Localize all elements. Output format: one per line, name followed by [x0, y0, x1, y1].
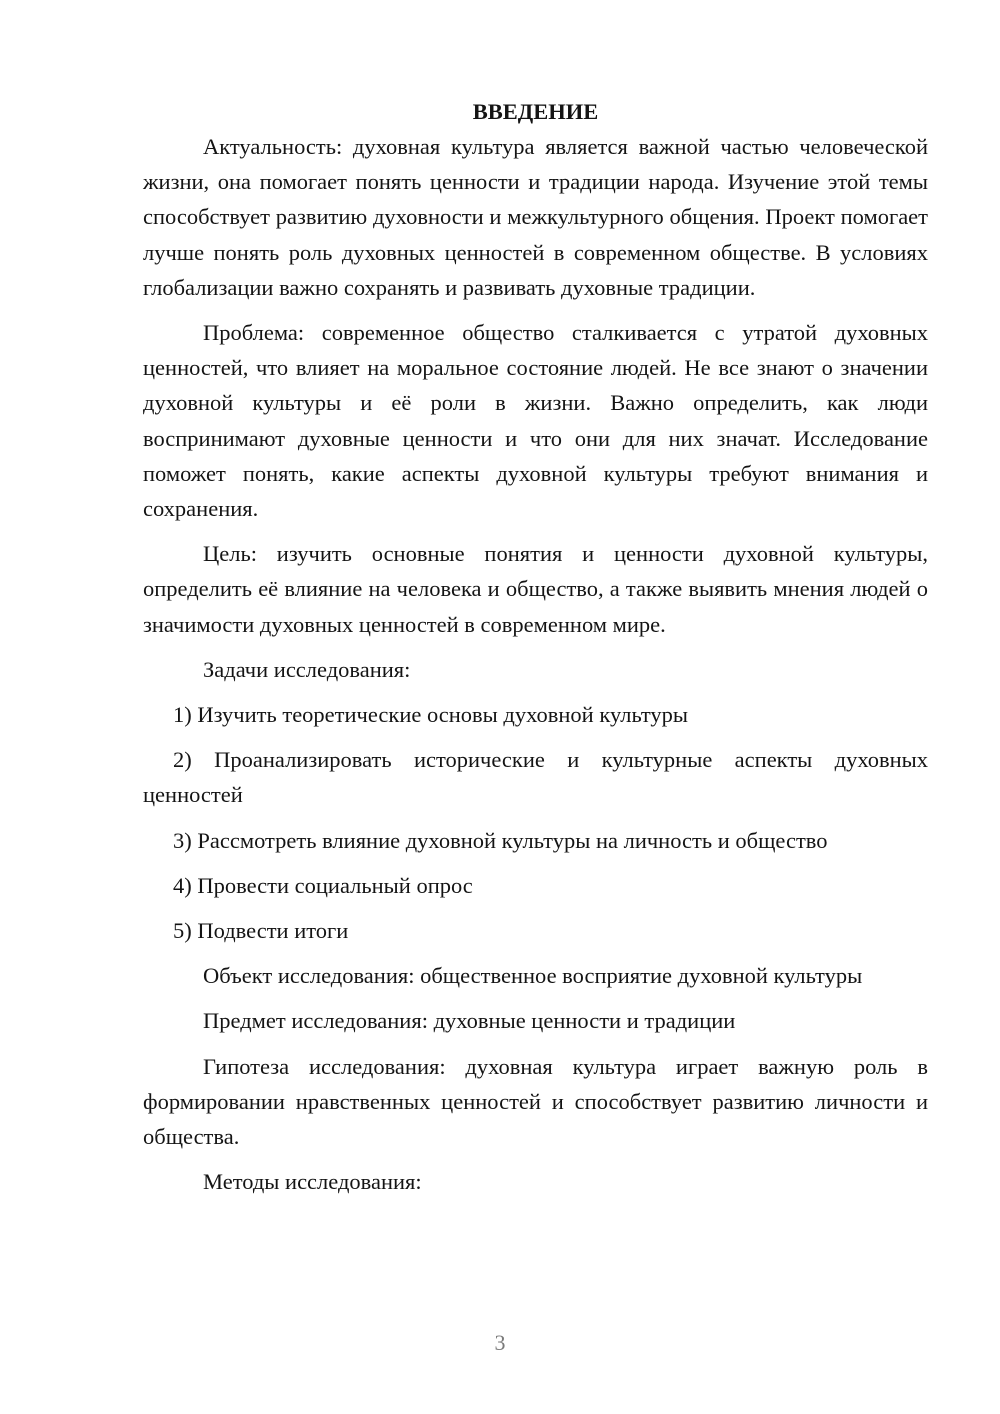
task-item-4: 4) Провести социальный опрос	[173, 872, 473, 898]
task-item-2: 2) Проанализировать исторические и культурные аспекты духовных ценностей	[143, 747, 928, 808]
paragraph-relevance: Актуальность: духовная культура является важной частью человеческой жизни, она помогает понять ценности и традиции народа. Изучение этой темы способствует развитию духовности и межкультурного общения. Проект помогает лучше понять роль духовных ценностей в современном обществе. В условиях глобализации важно сохранять и развивать духовные традиции.	[143, 134, 928, 300]
paragraph-subject: Предмет исследования: духовные ценности и традиции	[203, 1008, 736, 1034]
task-item-3: 3) Рассмотреть влияние духовной культуры на личность и общество	[173, 827, 828, 853]
task-item-1: 1) Изучить теоретические основы духовной культуры	[173, 702, 689, 728]
page-body	[143, 94, 928, 1209]
paragraph-hypothesis: Гипотеза исследования: духовная культура играет важную роль в формировании нравственных ценностей и способствует развитию личности и общества.	[143, 1053, 928, 1150]
tasks-heading: Задачи исследования:	[203, 656, 411, 682]
paragraph-problem: Проблема: современное общество сталкивается с утратой духовных ценностей, что влияет на моральное состояние людей. Не все знают о значении духовной культуры и её роли в жизни. Важно определить, как люди воспринимают духовные ценности и что они для них значат. Исследование поможет понять, какие аспекты духовной культуры требуют внимания и сохранения.	[143, 320, 928, 522]
section-heading: ВВЕДЕНИЕ	[472, 99, 599, 124]
paragraph-goal: Цель: изучить основные понятия и ценности духовной культуры, определить её влияние на человека и общество, а также выявить мнения людей о значимости духовных ценностей в современном мире.	[143, 541, 928, 637]
paragraph-object: Объект исследования: общественное восприятие духовной культуры	[203, 963, 863, 989]
task-item-5: 5) Подвести итоги	[173, 918, 349, 944]
paragraph-methods: Методы исследования:	[203, 1169, 422, 1195]
page-number: 3	[494, 1330, 506, 1355]
